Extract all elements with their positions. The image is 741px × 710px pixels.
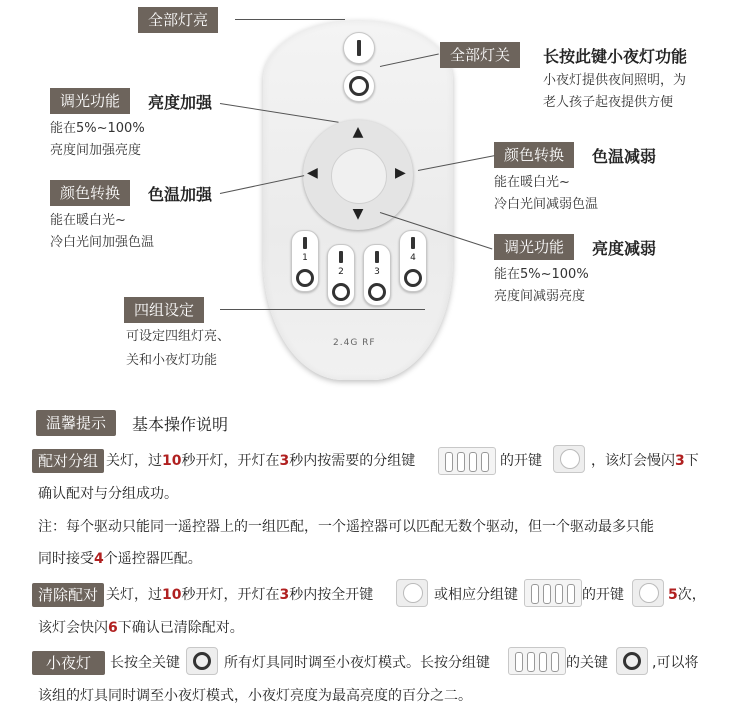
night-text-d: ,可以将 bbox=[652, 655, 699, 671]
on-bar-icon bbox=[357, 40, 361, 56]
note-line-2 bbox=[38, 549, 202, 569]
tips-title: 温馨提示 bbox=[36, 410, 116, 436]
group-4-button[interactable] bbox=[399, 230, 427, 292]
color-left-tag: 颜色转换 bbox=[50, 180, 130, 206]
pair-n2: 3 bbox=[279, 453, 290, 469]
group-4-bar-icon bbox=[411, 237, 415, 249]
night-text-a: 长按全关键 bbox=[110, 655, 180, 671]
group-1-bar-icon bbox=[303, 237, 307, 249]
group-keys-icon bbox=[438, 447, 496, 475]
clear-text-d: 或相应分组键 bbox=[434, 587, 518, 603]
note-line-1: 注：每个驱动只能同一遥控器上的一组匹配，一个遥控器可以匹配无数个驱动，但一个驱动最多只能 bbox=[38, 519, 654, 535]
clear-n2: 3 bbox=[279, 587, 290, 603]
pair-n3: 3 bbox=[675, 453, 685, 469]
on-key-icon bbox=[553, 445, 585, 473]
clear-line2-a: 该灯会快闪 bbox=[38, 620, 108, 636]
group-keys-icon-3 bbox=[508, 647, 566, 675]
group-desc-1: 可设定四组灯亮、 bbox=[126, 329, 231, 344]
on-key-icon-2 bbox=[632, 579, 664, 607]
group-3-bar-icon bbox=[375, 251, 379, 263]
all-on-key-icon bbox=[396, 579, 428, 607]
dpad-down-button[interactable]: ▼ bbox=[352, 206, 364, 222]
clear-line-2 bbox=[38, 618, 244, 638]
color-left-desc-2: 冷白光间加强色温 bbox=[50, 235, 155, 250]
dim-right-desc-1: 能在5%~100% bbox=[494, 267, 589, 282]
group-tag: 四组设定 bbox=[124, 297, 204, 323]
dpad bbox=[303, 120, 413, 230]
all-off-button[interactable] bbox=[343, 70, 375, 102]
group-2-label: 2 bbox=[338, 267, 344, 277]
color-right-desc-1: 能在暖白光~ bbox=[494, 175, 570, 190]
all-on-tag: 全部灯亮 bbox=[138, 7, 218, 33]
night-line-2: 该组的灯具同时调至小夜灯模式，小夜灯亮度为最高亮度的百分之二。 bbox=[38, 688, 472, 704]
group-2-ring-icon bbox=[332, 283, 350, 301]
pair-text-b: 秒开灯，开灯在 bbox=[181, 453, 280, 469]
group-2-bar-icon bbox=[339, 251, 343, 263]
all-off-desc-1: 小夜灯提供夜间照明，为 bbox=[543, 73, 687, 88]
all-off-tag: 全部灯关 bbox=[440, 42, 520, 68]
all-off-head: 长按此键小夜灯功能 bbox=[543, 47, 688, 66]
note-text-b: 同时接受 bbox=[38, 551, 94, 567]
dim-left-desc-2: 亮度间加强亮度 bbox=[50, 143, 142, 158]
clear-line-1 bbox=[106, 585, 373, 605]
clear-text-c: 秒内按全开键 bbox=[289, 587, 374, 603]
pair-line-2: 确认配对与分组成功。 bbox=[38, 486, 178, 502]
dpad-right-button[interactable]: ▶ bbox=[395, 165, 406, 181]
pair-text-a: 关灯，过 bbox=[106, 453, 162, 469]
clear-text-e: 的开键 bbox=[582, 587, 624, 603]
night-text-b: 所有灯具同时调至小夜灯模式。长按分组键 bbox=[224, 655, 490, 671]
night-tag: 小夜灯 bbox=[32, 651, 105, 675]
all-off-desc-2: 老人孩子起夜提供方便 bbox=[543, 95, 674, 110]
color-right-head: 色温减弱 bbox=[592, 147, 657, 166]
clear-text-f: 次， bbox=[677, 587, 706, 603]
group-4-label: 4 bbox=[410, 253, 416, 263]
group-1-ring-icon bbox=[296, 269, 314, 287]
clear-text-b: 秒开灯，开灯在 bbox=[181, 587, 280, 603]
group-3-ring-icon bbox=[368, 283, 386, 301]
dpad-center bbox=[331, 148, 387, 204]
color-right-desc-2: 冷白光间减弱色温 bbox=[494, 197, 599, 212]
pair-tag: 配对分组 bbox=[32, 449, 104, 473]
group-keys-icon-2 bbox=[524, 579, 582, 607]
pair-text-e: ，该灯会慢闪 bbox=[591, 453, 675, 469]
group-3-label: 3 bbox=[374, 267, 380, 277]
group-desc-2: 关和小夜灯功能 bbox=[126, 353, 218, 368]
group-2-button[interactable] bbox=[327, 244, 355, 306]
remote-control bbox=[263, 20, 453, 380]
note-n: 4 bbox=[94, 551, 104, 567]
off-key-icon bbox=[186, 647, 218, 675]
dpad-left-button[interactable]: ◀ bbox=[307, 165, 318, 181]
off-ring-icon bbox=[349, 76, 369, 96]
pair-n1: 10 bbox=[162, 453, 182, 469]
tips-subtitle: 基本操作说明 bbox=[132, 415, 229, 434]
dpad-up-button[interactable]: ▲ bbox=[352, 124, 364, 140]
pair-line-1b bbox=[591, 451, 699, 471]
group-1-label: 1 bbox=[302, 253, 308, 263]
night-text-c: 的关键 bbox=[566, 655, 608, 671]
clear-tag: 清除配对 bbox=[32, 583, 104, 607]
pair-line-1 bbox=[106, 451, 415, 471]
color-left-head: 色温加强 bbox=[148, 185, 213, 204]
off-key-icon-2 bbox=[616, 647, 648, 675]
dim-right-head: 亮度减弱 bbox=[592, 239, 657, 258]
clear-text-a: 关灯，过 bbox=[106, 587, 162, 603]
dim-left-desc-1: 能在5%~100% bbox=[50, 121, 145, 136]
note-text-c: 个遥控器匹配。 bbox=[103, 551, 202, 567]
group-buttons bbox=[291, 230, 431, 320]
dim-left-tag: 调光功能 bbox=[50, 88, 130, 114]
pair-text-c: 秒内按需要的分组键 bbox=[289, 453, 416, 469]
color-right-tag: 颜色转换 bbox=[494, 142, 574, 168]
pair-text-d: 的开键 bbox=[500, 453, 542, 469]
dim-right-desc-2: 亮度间减弱亮度 bbox=[494, 289, 586, 304]
clear-n3: 5 bbox=[668, 587, 678, 603]
all-on-line bbox=[235, 19, 345, 20]
group-line-h bbox=[220, 309, 425, 310]
clear-n1: 10 bbox=[162, 587, 182, 603]
dim-left-head: 亮度加强 bbox=[148, 93, 213, 112]
clear-line2-n: 6 bbox=[108, 620, 118, 636]
group-1-button[interactable] bbox=[291, 230, 319, 292]
pair-text-f: 下 bbox=[684, 453, 699, 469]
clear-line-1b bbox=[668, 585, 706, 605]
group-4-ring-icon bbox=[404, 269, 422, 287]
dim-right-tag: 调光功能 bbox=[494, 234, 574, 260]
color-left-desc-1: 能在暖白光~ bbox=[50, 213, 126, 228]
all-on-button[interactable] bbox=[343, 32, 375, 64]
clear-line2-b: 下确认已清除配对。 bbox=[117, 620, 244, 636]
group-3-button[interactable] bbox=[363, 244, 391, 306]
brand-label: 2.4G RF bbox=[333, 338, 376, 348]
